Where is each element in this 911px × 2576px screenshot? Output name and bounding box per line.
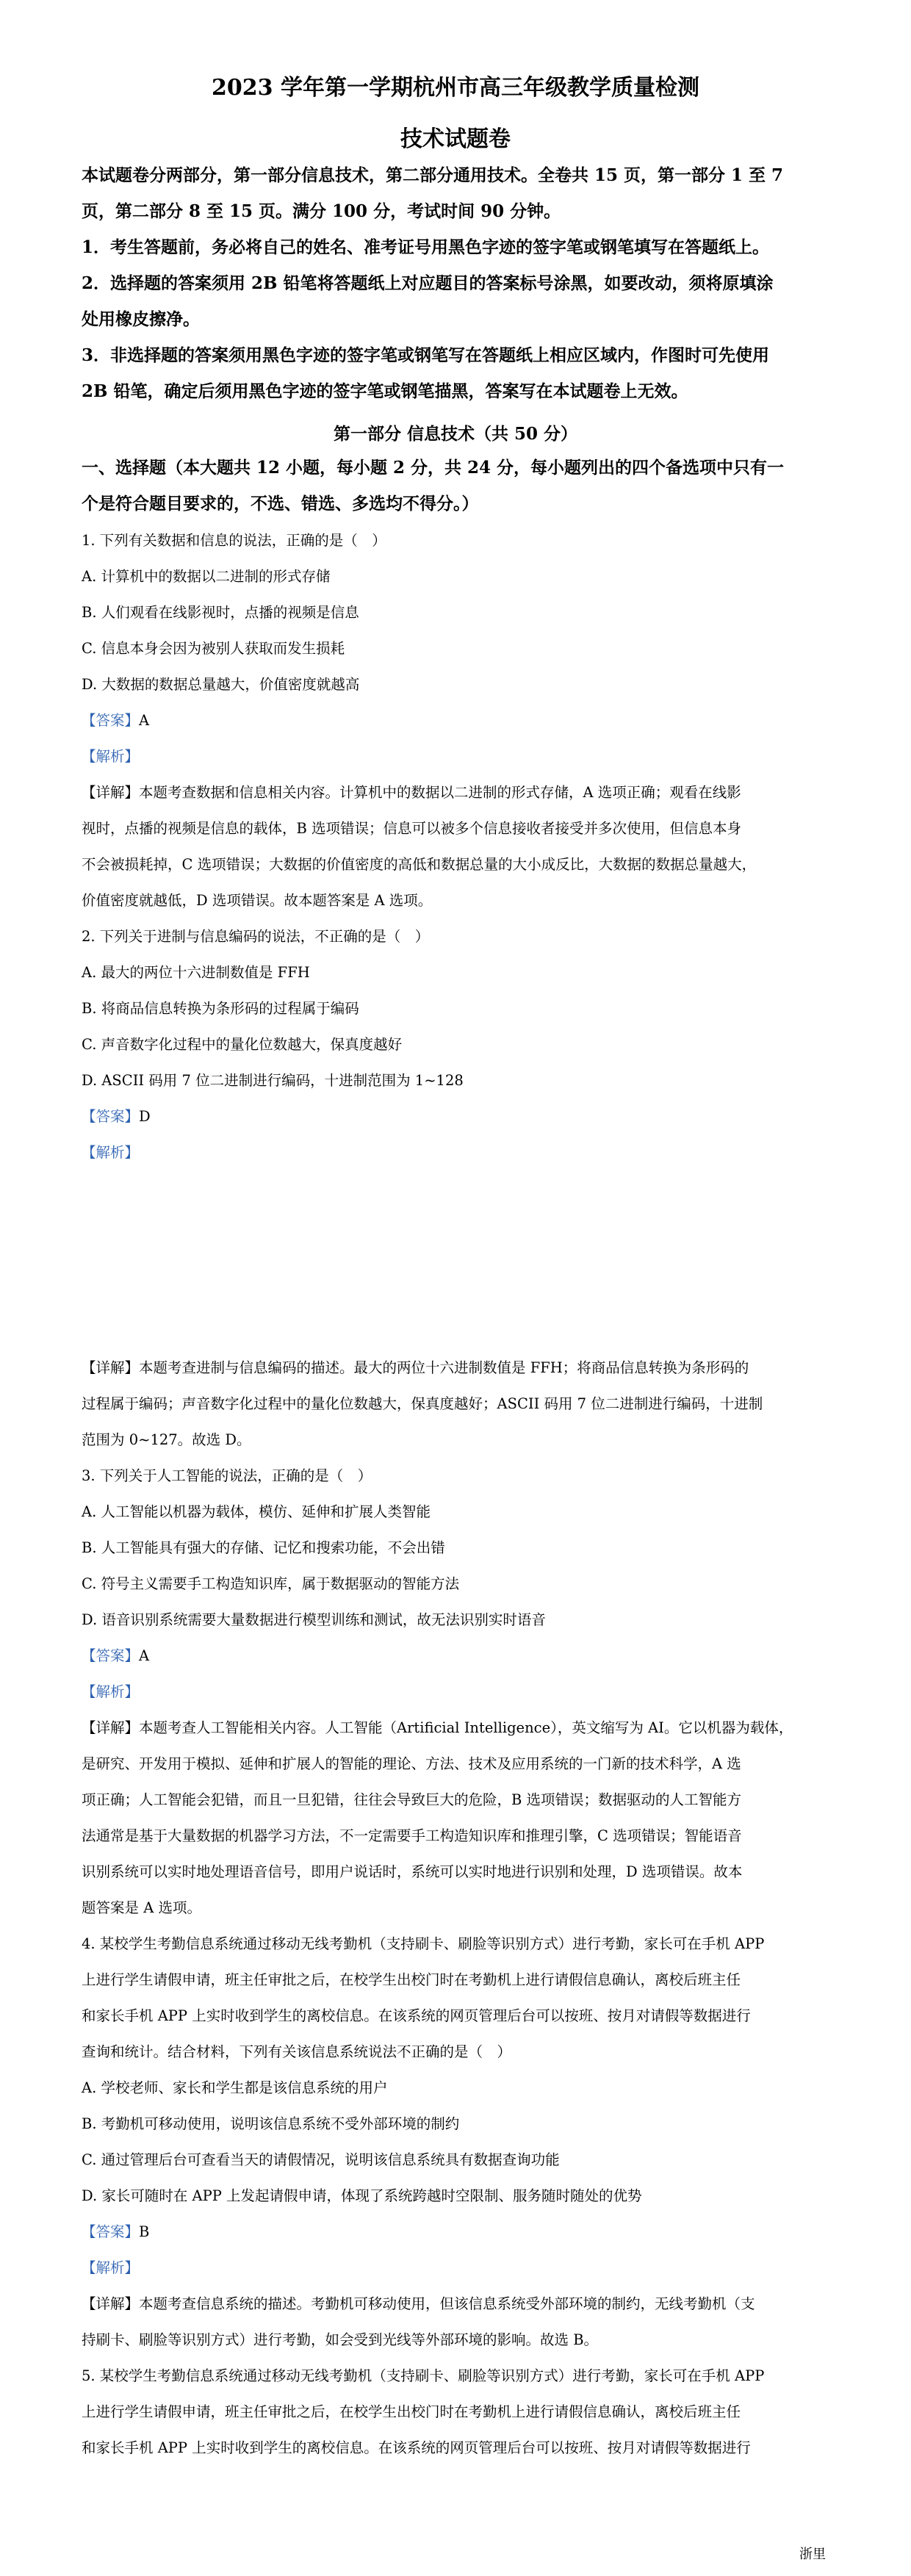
detail-line: 【详解】本题考查信息系统的描述。考勤机可移动使用，但该信息系统受外部环境的制约，无线考勤机（支 — [82, 2295, 755, 2312]
option-d: D. ASCII 码用 7 位二进制进行编码，十进制范围为 1~128 — [82, 1072, 464, 1089]
note-line: 2B 铅笔，确定后须用黑色字迹的签字笔或钢笔描黑，答案写在本试题卷上无效。 — [82, 381, 688, 401]
exam-subtitle: 技术试题卷 — [400, 126, 511, 152]
option-c: C. 通过管理后台可查看当天的请假情况，说明该信息系统具有数据查询功能 — [82, 2151, 560, 2168]
question-stem: 上进行学生请假申请，班主任审批之后，在校学生出校门时在考勤机上进行请假信息确认，离校后班主任 — [82, 2403, 741, 2420]
question-stem: 4. 某校学生考勤信息系统通过移动无线考勤机（支持刷卡、刷脸等识别方式）进行考勤，家长可在手机 APP — [82, 1935, 765, 1952]
question-stem: 5. 某校学生考勤信息系统通过移动无线考勤机（支持刷卡、刷脸等识别方式）进行考勤，家长可在手机 APP — [82, 2367, 765, 2384]
question-stem: 3. 下列关于人工智能的说法，正确的是（ ） — [82, 1467, 372, 1484]
answer-line: 【答案】A — [82, 712, 150, 729]
detail-line: 项正确；人工智能会犯错，而且一旦犯错，往往会导致巨大的危险，B 选项错误；数据驱动的人工智能方 — [82, 1791, 742, 1808]
option-b: B. 将商品信息转换为条形码的过程属于编码 — [82, 1000, 359, 1017]
question-stem: 上进行学生请假申请，班主任审批之后，在校学生出校门时在考勤机上进行请假信息确认，离校后班主任 — [82, 1971, 741, 1988]
question-4 — [82, 1926, 838, 2358]
question-stem: 和家长手机 APP 上实时收到学生的离校信息。在该系统的网页管理后台可以按班、按月对请假等数据进行 — [82, 2007, 751, 2024]
analysis-label: 【解析】 — [82, 1683, 140, 1700]
detail-line: 识别系统可以实时地处理语音信号，即用户说话时，系统可以实时地进行识别和处理，D 选项错误。故本 — [82, 1863, 743, 1880]
note-line: 本试题卷分两部分，第一部分信息技术，第二部分通用技术。全卷共 15 页，第一部分 1 至 7 — [82, 165, 784, 185]
part-title: 第一部分 信息技术（共 50 分） — [333, 424, 578, 444]
option-b: B. 人工智能具有强大的存储、记忆和搜索功能，不会出错 — [82, 1539, 445, 1556]
note-line: 页，第二部分 8 至 15 页。满分 100 分，考试时间 90 分钟。 — [82, 201, 561, 221]
question-stem: 和家长手机 APP 上实时收到学生的离校信息。在该系统的网页管理后台可以按班、按月对请假等数据进行 — [82, 2439, 751, 2456]
answer-line: 【答案】B — [82, 2223, 150, 2240]
detail-line: 范围为 0~127。故选 D。 — [82, 1431, 251, 1448]
option-d: D. 语音识别系统需要大量数据进行模型训练和测试，故无法识别实时语音 — [82, 1611, 546, 1628]
detail-line: 【详解】本题考查人工智能相关内容。人工智能（Artificial Intelligence），英文缩写为 AI。它以机器为载体， — [82, 1719, 793, 1736]
answer-line: 【答案】D — [82, 1108, 151, 1125]
option-c: C. 符号主义需要手工构造知识库，属于数据驱动的智能方法 — [82, 1575, 460, 1592]
analysis-label: 【解析】 — [82, 748, 140, 765]
option-b: B. 人们观看在线影视时，点播的视频是信息 — [82, 604, 359, 621]
question-stem: 查询和统计。结合材料，下列有关该信息系统说法不正确的是（ ） — [82, 2043, 512, 2060]
question-2 — [82, 918, 838, 1170]
detail-line: 【详解】本题考查数据和信息相关内容。计算机中的数据以二进制的形式存储，A 选项正确；观看在线影 — [82, 784, 741, 801]
section-heading: 一、选择题（本大题共 12 小题，每小题 2 分，共 24 分，每小题列出的四个备选项中只有一 个是符合题目要求的，不选、错选、多选均不得分。） — [82, 458, 785, 514]
option-b: B. 考勤机可移动使用，说明该信息系统不受外部环境的制约 — [82, 2115, 460, 2132]
detail-line: 法通常是基于大量数据的机器学习方法，不一定需要手工构造知识库和推理引擎，C 选项错误；智能语音 — [82, 1827, 742, 1844]
question-5 — [82, 2358, 838, 2466]
question-stem: 2. 下列关于进制与信息编码的说法，不正确的是（ ） — [82, 928, 430, 945]
option-c: C. 信息本身会因为被别人获取而发生损耗 — [82, 640, 345, 657]
option-a: A. 学校老师、家长和学生都是该信息系统的用户 — [82, 2079, 388, 2096]
detail-line: 视时，点播的视频是信息的载体，B 选项错误；信息可以被多个信息接收者接受并多次使用，但信息本身 — [82, 820, 742, 837]
detail-line: 是研究、开发用于模拟、延伸和扩展人的智能的理论、方法、技术及应用系统的一门新的技术科学，A 选 — [82, 1755, 741, 1772]
question-stem: 1. 下列有关数据和信息的说法，正确的是（ ） — [82, 532, 386, 549]
question-1 — [82, 522, 838, 918]
answer-line: 【答案】A — [82, 1647, 150, 1664]
footer-mark: 浙里 — [799, 2547, 826, 2562]
question-2-detail — [82, 1350, 838, 1458]
detail-line: 题答案是 A 选项。 — [82, 1899, 201, 1916]
detail-line: 价值密度就越低，D 选项错误。故本题答案是 A 选项。 — [82, 892, 433, 909]
note-line: 2．选择题的答案须用 2B 铅笔将答题纸上对应题目的答案标号涂黑，如要改动，须将原填涂 — [82, 273, 774, 293]
note-line: 1．考生答题前，务必将自己的姓名、准考证号用黑色字迹的签字笔或钢笔填写在答题纸上。 — [82, 237, 770, 257]
exam-notes — [82, 157, 831, 409]
note-line: 处用橡皮擦净。 — [82, 309, 200, 329]
exam-title: 2023 学年第一学期杭州市高三年级教学质量检测 — [212, 75, 699, 101]
detail-line: 不会被损耗掉，C 选项错误；大数据的价值密度的高低和数据总量的大小成反比，大数据的数据总量越大， — [82, 856, 757, 873]
analysis-label: 【解析】 — [82, 1144, 140, 1161]
detail-line: 【详解】本题考查进制与信息编码的描述。最大的两位十六进制数值是 FFH；将商品信息转换为条形码的 — [82, 1359, 749, 1376]
question-3 — [82, 1458, 838, 1926]
option-d: D. 大数据的数据总量越大，价值密度就越高 — [82, 676, 360, 693]
option-a: A. 最大的两位十六进制数值是 FFH — [82, 964, 310, 981]
detail-line: 过程属于编码；声音数字化过程中的量化位数越大，保真度越好；ASCII 码用 7 位二进制进行编码，十进制 — [82, 1395, 763, 1412]
detail-line: 持刷卡、刷脸等识别方式）进行考勤，如会受到光线等外部环境的影响。故选 B。 — [82, 2331, 599, 2348]
option-a: A. 人工智能以机器为载体，模仿、延伸和扩展人类智能 — [82, 1503, 431, 1520]
option-d: D. 家长可随时在 APP 上发起请假申请，体现了系统跨越时空限制、服务随时随处的优势 — [82, 2187, 642, 2204]
option-a: A. 计算机中的数据以二进制的形式存储 — [82, 568, 331, 585]
option-c: C. 声音数字化过程中的量化位数越大，保真度越好 — [82, 1036, 403, 1053]
note-line: 3．非选择题的答案须用黑色字迹的签字笔或钢笔写在答题纸上相应区域内，作图时可先使用 — [82, 345, 770, 365]
analysis-label: 【解析】 — [82, 2259, 140, 2276]
